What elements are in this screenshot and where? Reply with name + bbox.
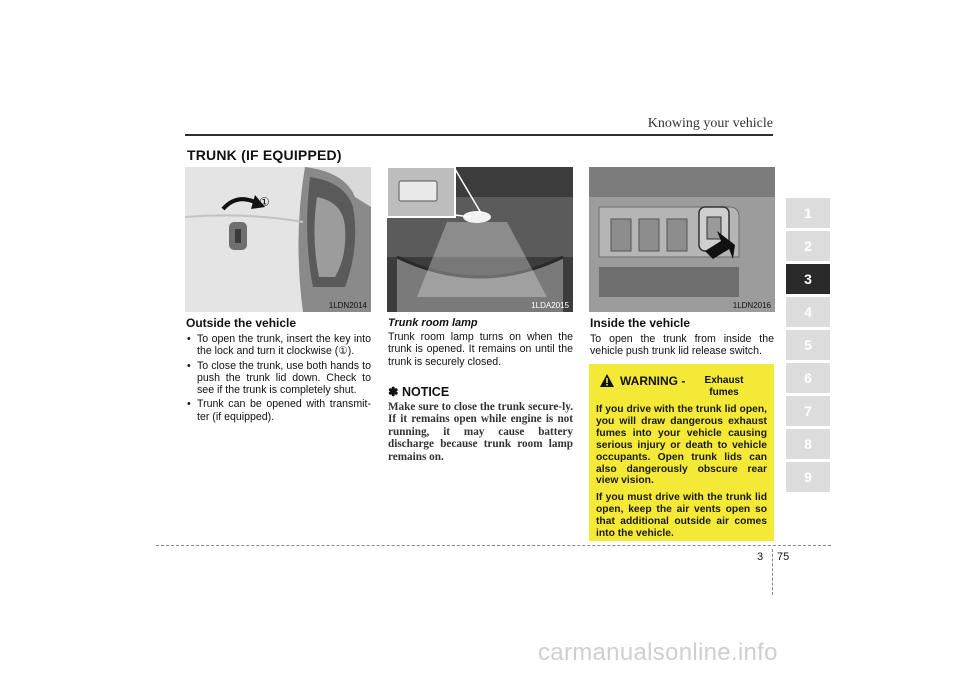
lamp-text: Trunk room lamp turns on when the trunk is opened. It remains on until the trunk is securely closed.	[388, 331, 573, 368]
figure-code: 1LDN2014	[328, 301, 367, 310]
lamp-heading: Trunk room lamp	[388, 317, 478, 329]
footer-chapter-number: 3	[757, 551, 764, 563]
inside-heading: Inside the vehicle	[590, 316, 691, 330]
chapter-tab-9[interactable]: 9	[786, 462, 830, 492]
notice-text: Make sure to close the trunk secure-ly. If it remains open while engine is not running, it may cause battery discharge because trunk room lamp remains on.	[388, 401, 573, 463]
figure-release-switch	[589, 167, 775, 312]
warning-triangle-icon	[600, 374, 614, 387]
header-rule	[185, 134, 773, 136]
chapter-tab-1[interactable]: 1	[786, 198, 830, 228]
list-item: • To close the trunk, use both hands to push the trunk lid down. Check to see if the trunk is completely shut.	[185, 360, 371, 397]
chapter-tab-5[interactable]: 5	[786, 330, 830, 360]
footer-divider	[772, 549, 773, 595]
figure-trunk-lamp	[387, 167, 573, 312]
callout-marker: ①	[259, 195, 270, 209]
warning-header	[596, 370, 767, 404]
watermark: carmanualsonline.info	[538, 639, 778, 666]
warning-box	[589, 364, 774, 541]
chapter-tab-7[interactable]: 7	[786, 396, 830, 426]
chapter-tab-3[interactable]: 3	[786, 264, 830, 294]
warning-subject: Exhaust fumes	[704, 375, 744, 398]
chapter-tab-2[interactable]: 2	[786, 231, 830, 261]
release-switch-illustration	[589, 167, 775, 312]
footer-page-number: 75	[777, 551, 790, 563]
figure-code: 1LDN2016	[732, 301, 771, 310]
running-header: Knowing your vehicle	[647, 116, 773, 131]
outside-bullet-list	[185, 333, 371, 425]
figure-code: 1LDA2015	[531, 301, 569, 310]
chapter-tabs	[786, 198, 830, 495]
trunk-lock-illustration	[185, 167, 371, 312]
warning-paragraph: If you must drive with the trunk lid open, keep the air vents open so that additional outside air comes into the vehicle.	[596, 492, 767, 540]
warning-paragraph: If you drive with the trunk lid open, you will draw dangerous exhaust fumes into your vehicle causing serious injury or death to vehicle occupants. Open trunk lids can also dangerously obscure rear view vision.	[596, 404, 767, 487]
outside-heading: Outside the vehicle	[186, 316, 297, 330]
section-title: TRUNK (IF EQUIPPED)	[187, 147, 342, 163]
warning-label: WARNING -	[620, 374, 686, 388]
list-item: • To open the trunk, insert the key into the lock and turn it clockwise (①).	[185, 333, 371, 358]
footer-rule	[156, 545, 831, 546]
notice-title: ✽ NOTICE	[388, 385, 450, 399]
chapter-tab-8[interactable]: 8	[786, 429, 830, 459]
figure-trunk-lock	[185, 167, 371, 312]
inside-text: To open the trunk from inside the vehicle push trunk lid release switch.	[590, 333, 774, 358]
chapter-tab-6[interactable]: 6	[786, 363, 830, 393]
trunk-lamp-illustration	[387, 167, 573, 312]
chapter-tab-4[interactable]: 4	[786, 297, 830, 327]
list-item: • Trunk can be opened with transmit-ter (if equipped).	[185, 398, 371, 423]
